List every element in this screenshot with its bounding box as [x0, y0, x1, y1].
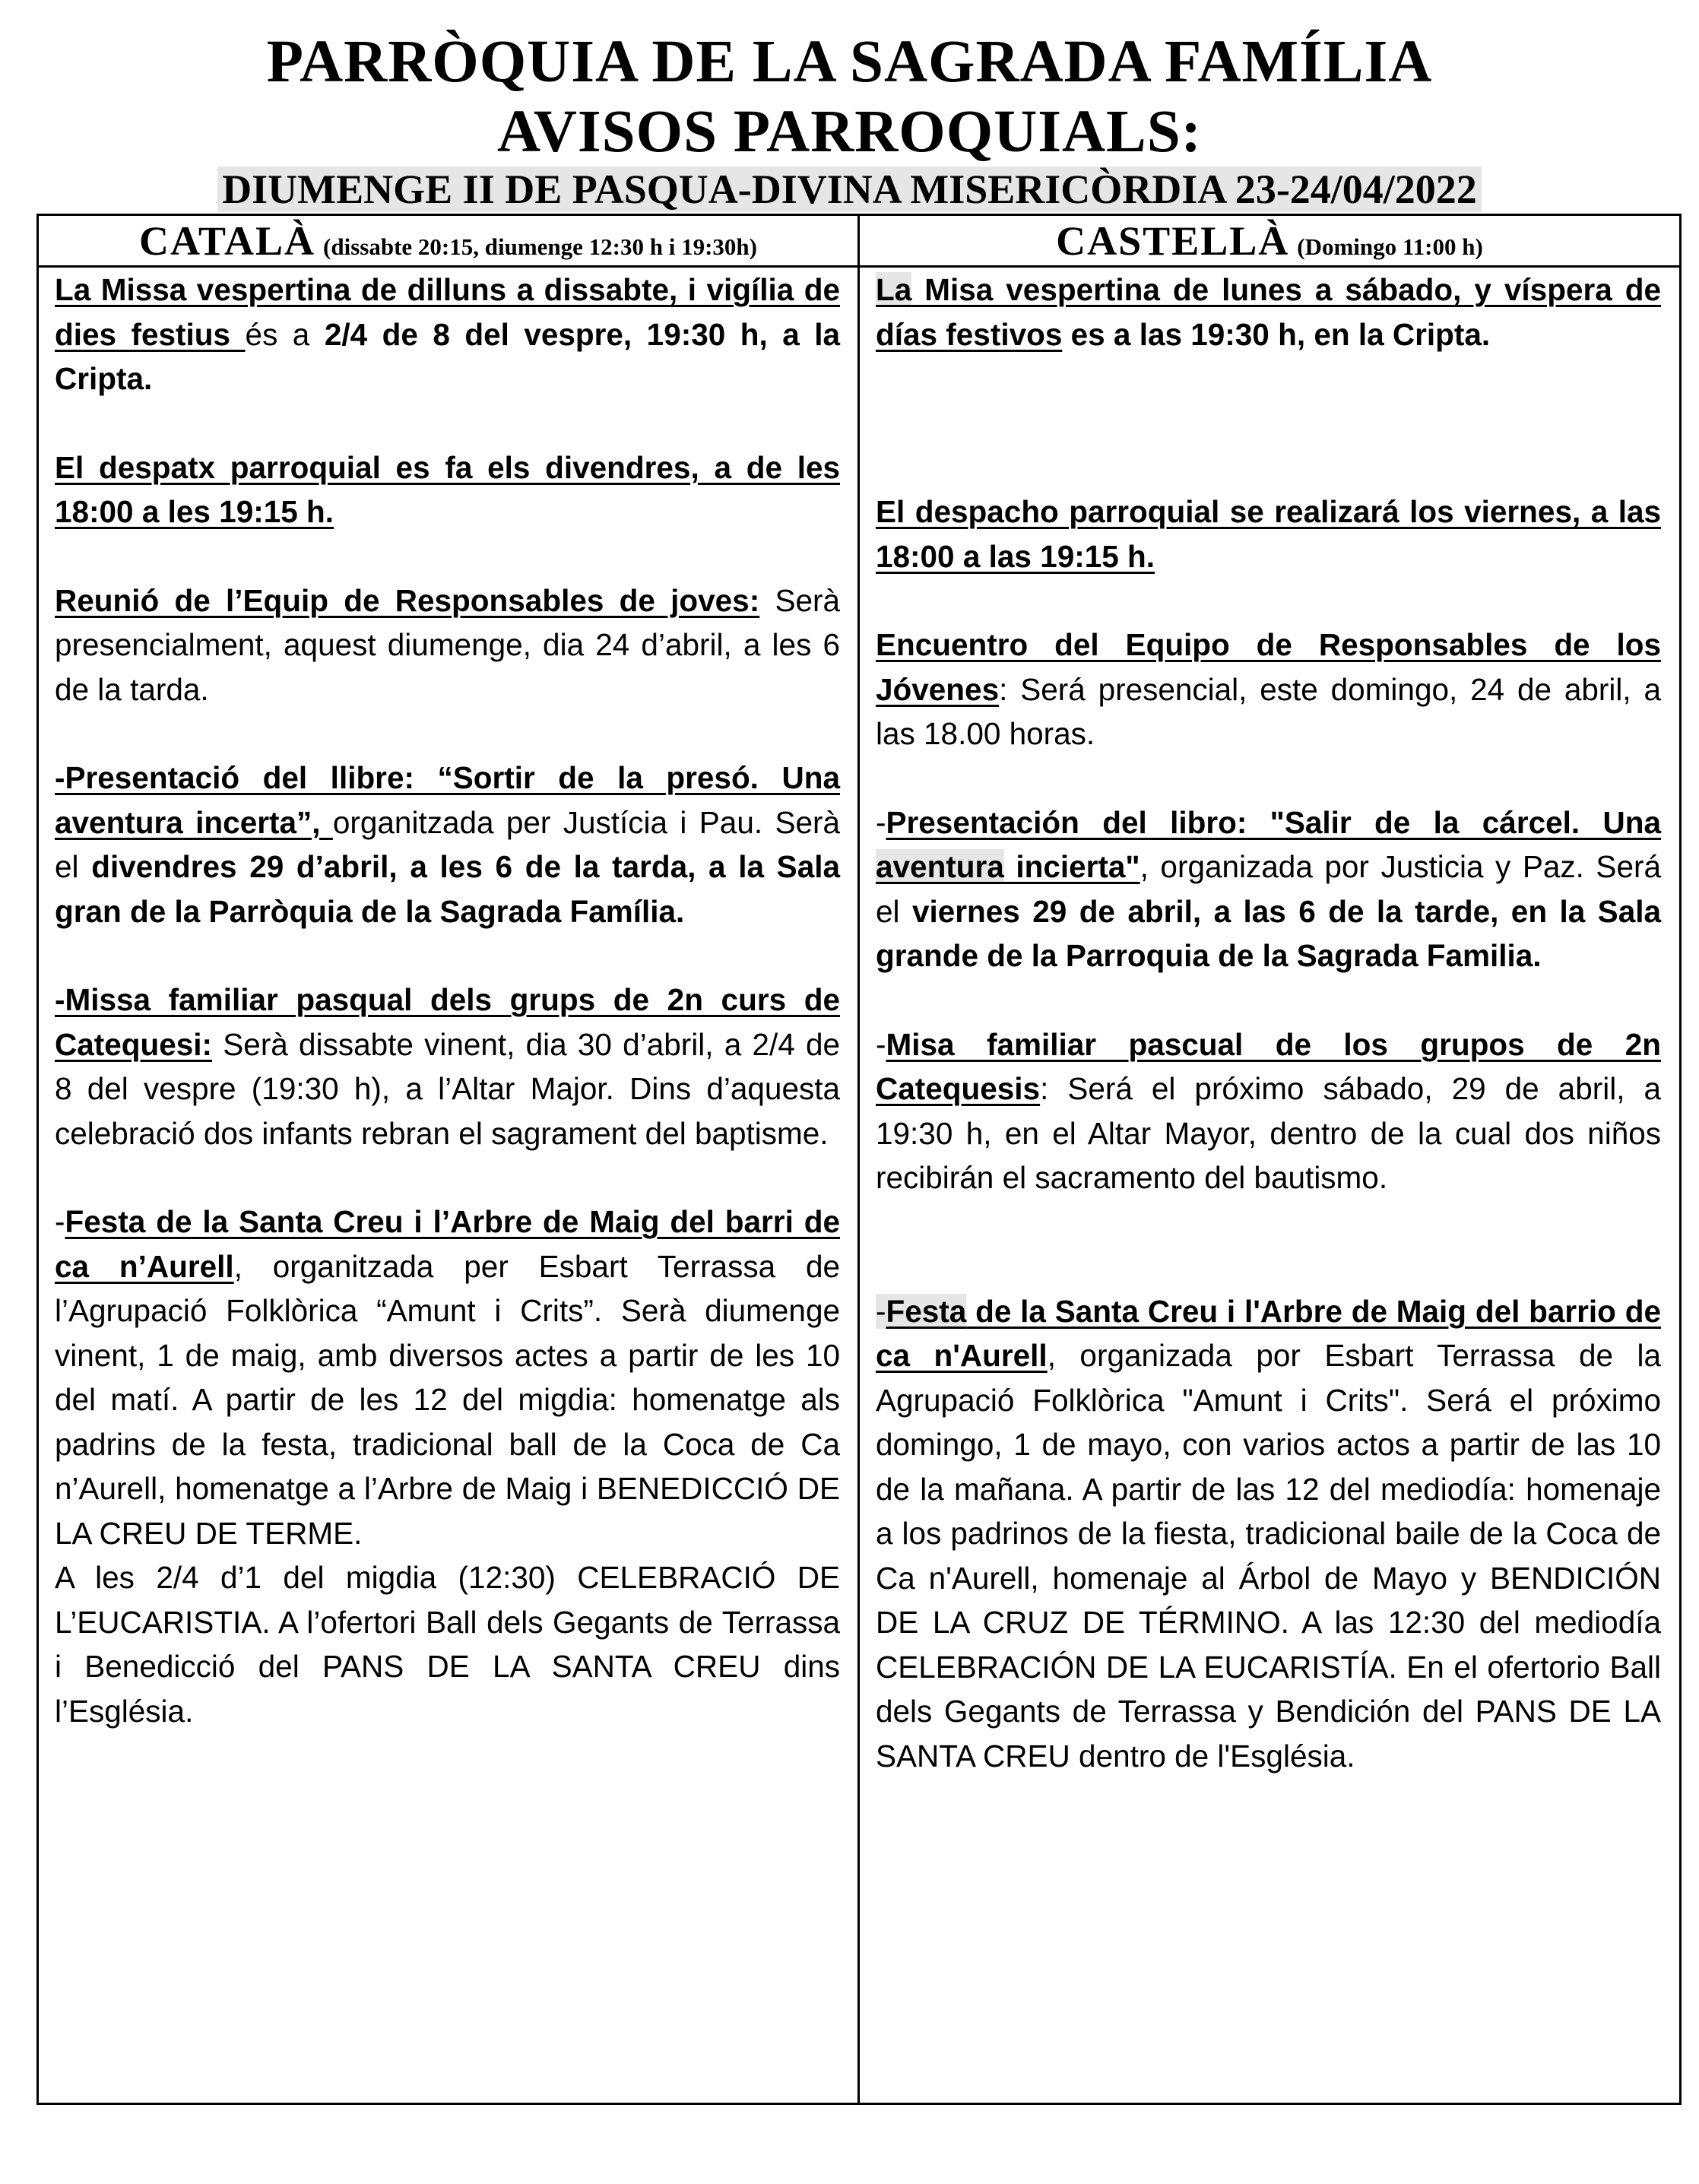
notice-text: Serà presencialment, aquest diumenge, dia 24 d’abril, a les 6 de la tarda.: [55, 582, 840, 707]
notice-dash: -: [876, 1026, 886, 1062]
notice-dash: -: [55, 1204, 65, 1239]
notice-parish-office: [876, 490, 1661, 578]
parish-title: PARRÒQUIA DE LA SAGRADA FAMÍLIA: [266, 29, 1433, 95]
castilian-mass-schedule: (Domingo 11:00 h): [1297, 233, 1483, 260]
catalan-heading: CATALÀ: [139, 218, 316, 264]
notice-text: , organizada por Justicia y Paz. Será el: [876, 849, 1661, 929]
notice-santa-creu-festival: [876, 1289, 1661, 1779]
notice-heading: incierta": [1003, 849, 1140, 884]
notice-family-easter-mass: [55, 978, 840, 1155]
catalan-mass-schedule: (dissabte 20:15, diumenge 12:30 h i 19:30h): [323, 233, 757, 260]
notice-heading-highlight: aventura: [876, 849, 1004, 884]
castilian-column: [876, 268, 1661, 1778]
sunday-subtitle: [0, 164, 1699, 214]
notice-heading: Presentación del libro: "Salir de la cárcel. Una: [886, 804, 1661, 840]
notice-text: és a: [245, 316, 325, 352]
sunday-subtitle-text: DIUMENGE II DE PASQUA-DIVINA MISERICÒRDIA 23-24/04/2022: [217, 166, 1482, 212]
notice-text: : Será presencial, este domingo, 24 de abril, a las 18.00 horas.: [876, 671, 1661, 751]
notice-heading: Festa de la Santa Creu i l’Arbre de Maig del barri de ca n’Aurell: [55, 1204, 840, 1284]
notice-emphasis: divendres 29 d’abril, a les 6 de la tarda, a la Sala gran de la Parròquia de la Sagrada Família.: [55, 849, 840, 929]
notice-evening-mass: [876, 268, 1661, 357]
notice-evening-mass: [55, 268, 840, 401]
notice-santa-creu-festival: [55, 1200, 840, 1555]
notice-text: Serà dissabte vinent, dia 30 d’abril, a 2/4 de 8 del vespre (19:30 h), a l’Altar Major. Dins d’aquesta celebració dos infants rebran el sagrament del baptisme.: [55, 1026, 840, 1151]
notice-heading: Encuentro del Equipo de Responsables de los Jóvenes: [876, 627, 1661, 707]
notice-heading: -Presentació del llibre: “Sortir de la presó. Una aventura incerta”,: [55, 760, 840, 840]
notice-book-presentation: [55, 756, 840, 934]
notice-heading: de la Santa Creu i l'Arbre de Maig del barrio de ca n'Aurell: [876, 1293, 1661, 1373]
notice-emphasis: 2/4 de 8 del vespre, 19:30 h, a la Cripta.: [55, 316, 840, 396]
notice-heading-highlight: La: [876, 272, 912, 307]
castilian-column-header: [860, 217, 1679, 265]
notice-family-easter-mass: [876, 1022, 1661, 1200]
notice-text: , organitzada per Esbart Terrassa de l’Agrupació Folklòrica “Amunt i Crits”. Serà diumenge vinent, 1 de maig, amb diversos actes a partir de les 10 del matí. A partir de les 12 del migdia: homenatge als padrins de la festa, tradicional ball de la Coca de Ca n’Aurell, homenatge a l’Arbre de Maig i BENEDICCIÓ DE LA CREU DE TERME.: [55, 1248, 840, 1551]
notice-dash: -: [876, 1293, 886, 1329]
notice-text: organitzada per Justícia i Pau. Serà el: [55, 804, 840, 884]
notice-parish-office: [55, 445, 840, 534]
notice-heading: El despatx parroquial es fa els divendres, a de les 18:00 a les 19:15 h.: [55, 449, 840, 529]
notice-eucharist: [55, 1555, 840, 1733]
notice-book-presentation: [876, 800, 1661, 978]
column-divider: [857, 214, 860, 2105]
notices-title: AVISOS PARROQUIALS:: [497, 99, 1202, 165]
notice-heading: Misa familiar pascual de los grupos de 2n Catequesis: [876, 1026, 1661, 1106]
notice-youth-leaders-meeting: [876, 623, 1661, 756]
notice-youth-leaders-meeting: [55, 578, 840, 712]
catalan-column: [55, 268, 840, 1733]
notice-heading: Misa vespertina de lunes a sábado, y víspera de días festivos: [876, 272, 1661, 352]
notice-dash: -: [876, 804, 886, 840]
notice-emphasis: es a las 19:30 h, en la Cripta.: [1062, 316, 1491, 352]
notice-heading-highlight: Festa: [886, 1293, 967, 1329]
notice-heading: Reunió de l’Equip de Responsables de joves:: [55, 582, 760, 618]
notice-text: A les 2/4 d’1 del migdia (12:30) CELEBRACIÓ DE L’EUCARISTIA. A l’ofertori Ball dels Gegants de Terrassa i Benedicció del PANS DE LA SANTA CREU dins l’Església.: [55, 1560, 840, 1729]
catalan-column-header: [39, 217, 857, 265]
castilian-heading: CASTELLÀ: [1056, 218, 1290, 264]
notice-text: : Será el próximo sábado, 29 de abril, a 19:30 h, en el Altar Mayor, dentro de la cual dos niños recibirán el sacramento del bautismo.: [876, 1071, 1661, 1195]
notice-heading: -Missa familiar pasqual dels grups de 2n curs de Catequesi:: [55, 982, 840, 1062]
notice-heading: El despacho parroquial se realizará los viernes, a las 18:00 a las 19:15 h.: [876, 494, 1661, 574]
notice-heading: La Missa vespertina de dilluns a dissabte, i vigília de dies festius: [55, 272, 840, 352]
notice-text: , organizada por Esbart Terrassa de la Agrupació Folklòrica "Amunt i Crits". Será el próximo domingo, 1 de mayo, con varios actos a partir de las 10 de la mañana. A partir de las 12 del mediodía: homenaje a los padrinos de la fiesta, tradicional baile de la Coca de Ca n'Aurell, homenaje al Árbol de Mayo y BENDICIÓN DE LA CRUZ DE TÉRMINO. A las 12:30 del mediodía CELEBRACIÓN DE LA EUCARISTÍA. En el ofertorio Ball dels Gegants de Terrassa y Bendición del PANS DE LA SANTA CREU dentro de l'Església.: [876, 1338, 1661, 1774]
notice-emphasis: viernes 29 de abril, a las 6 de la tarde, en la Sala grande de la Parroquia de la Sagrada Familia.: [876, 893, 1661, 973]
